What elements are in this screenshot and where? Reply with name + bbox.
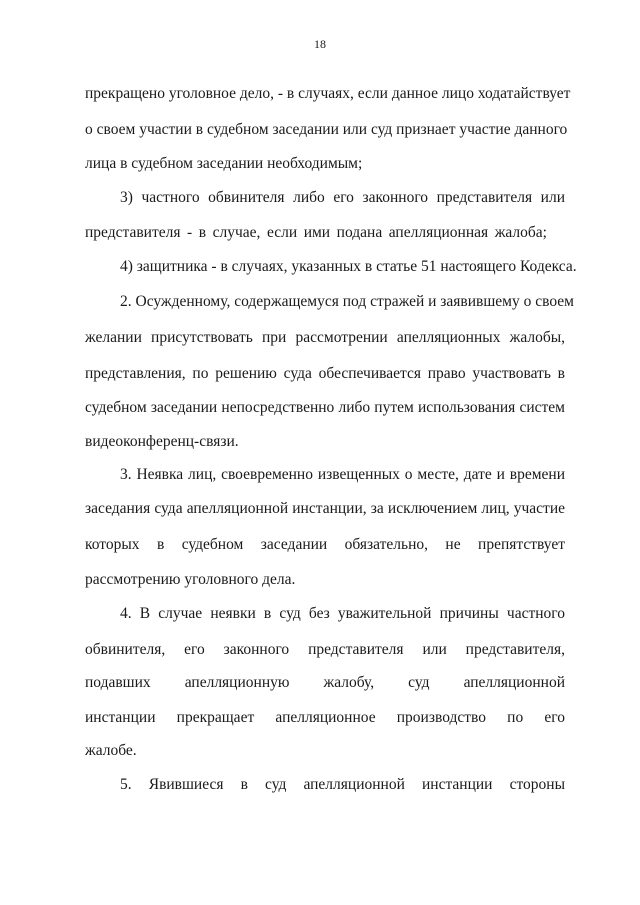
- text-line: подавших апелляционную жалобу, суд апелляционной: [85, 674, 565, 691]
- text-line: 3. Неявка лиц, своевременно извещенных о месте, дате и времени: [120, 466, 565, 483]
- text-line: обвинителя, его законного представителя или представителя,: [85, 641, 565, 658]
- text-line: которых в судебном заседании обязательно, не препятствует: [85, 536, 565, 553]
- text-line: желании присутствовать при рассмотрении апелляционных жалобы,: [85, 329, 565, 346]
- text-line: 2. Осужденному, содержащемуся под стражей и заявившему о своем: [120, 293, 574, 310]
- text-line: 4) защитника - в случаях, указанных в статье 51 настоящего Кодекса.: [120, 258, 577, 275]
- text-line: видеоконференц-связи.: [85, 433, 239, 450]
- text-line: лица в судебном заседании необходимым;: [85, 155, 363, 172]
- text-line: прекращено уголовное дело, - в случаях, если данное лицо ходатайствует: [85, 85, 571, 102]
- text-line: о своем участии в судебном заседании или суд признает участие данного: [85, 121, 568, 138]
- text-line: 3) частного обвинителя либо его законного представителя или: [120, 189, 565, 206]
- text-line: жалобе.: [85, 742, 137, 759]
- text-line: рассмотрению уголовного дела.: [85, 571, 296, 588]
- text-line: судебном заседании непосредственно либо путем использования систем: [85, 399, 565, 416]
- text-line: 5. Явившиеся в суд апелляционной инстанции стороны: [120, 776, 565, 793]
- text-line: инстанции прекращает апелляционное производство по его: [85, 709, 565, 726]
- page-number: 18: [314, 37, 326, 51]
- text-line: представления, по решению суда обеспечивается право участвовать в: [85, 365, 565, 382]
- text-line: 4. В случае неявки в суд без уважительной причины частного: [120, 605, 565, 622]
- text-line: представителя - в случае, если ими подана апелляционная жалоба;: [85, 224, 547, 241]
- text-line: заседания суда апелляционной инстанции, за исключением лиц, участие: [85, 500, 565, 517]
